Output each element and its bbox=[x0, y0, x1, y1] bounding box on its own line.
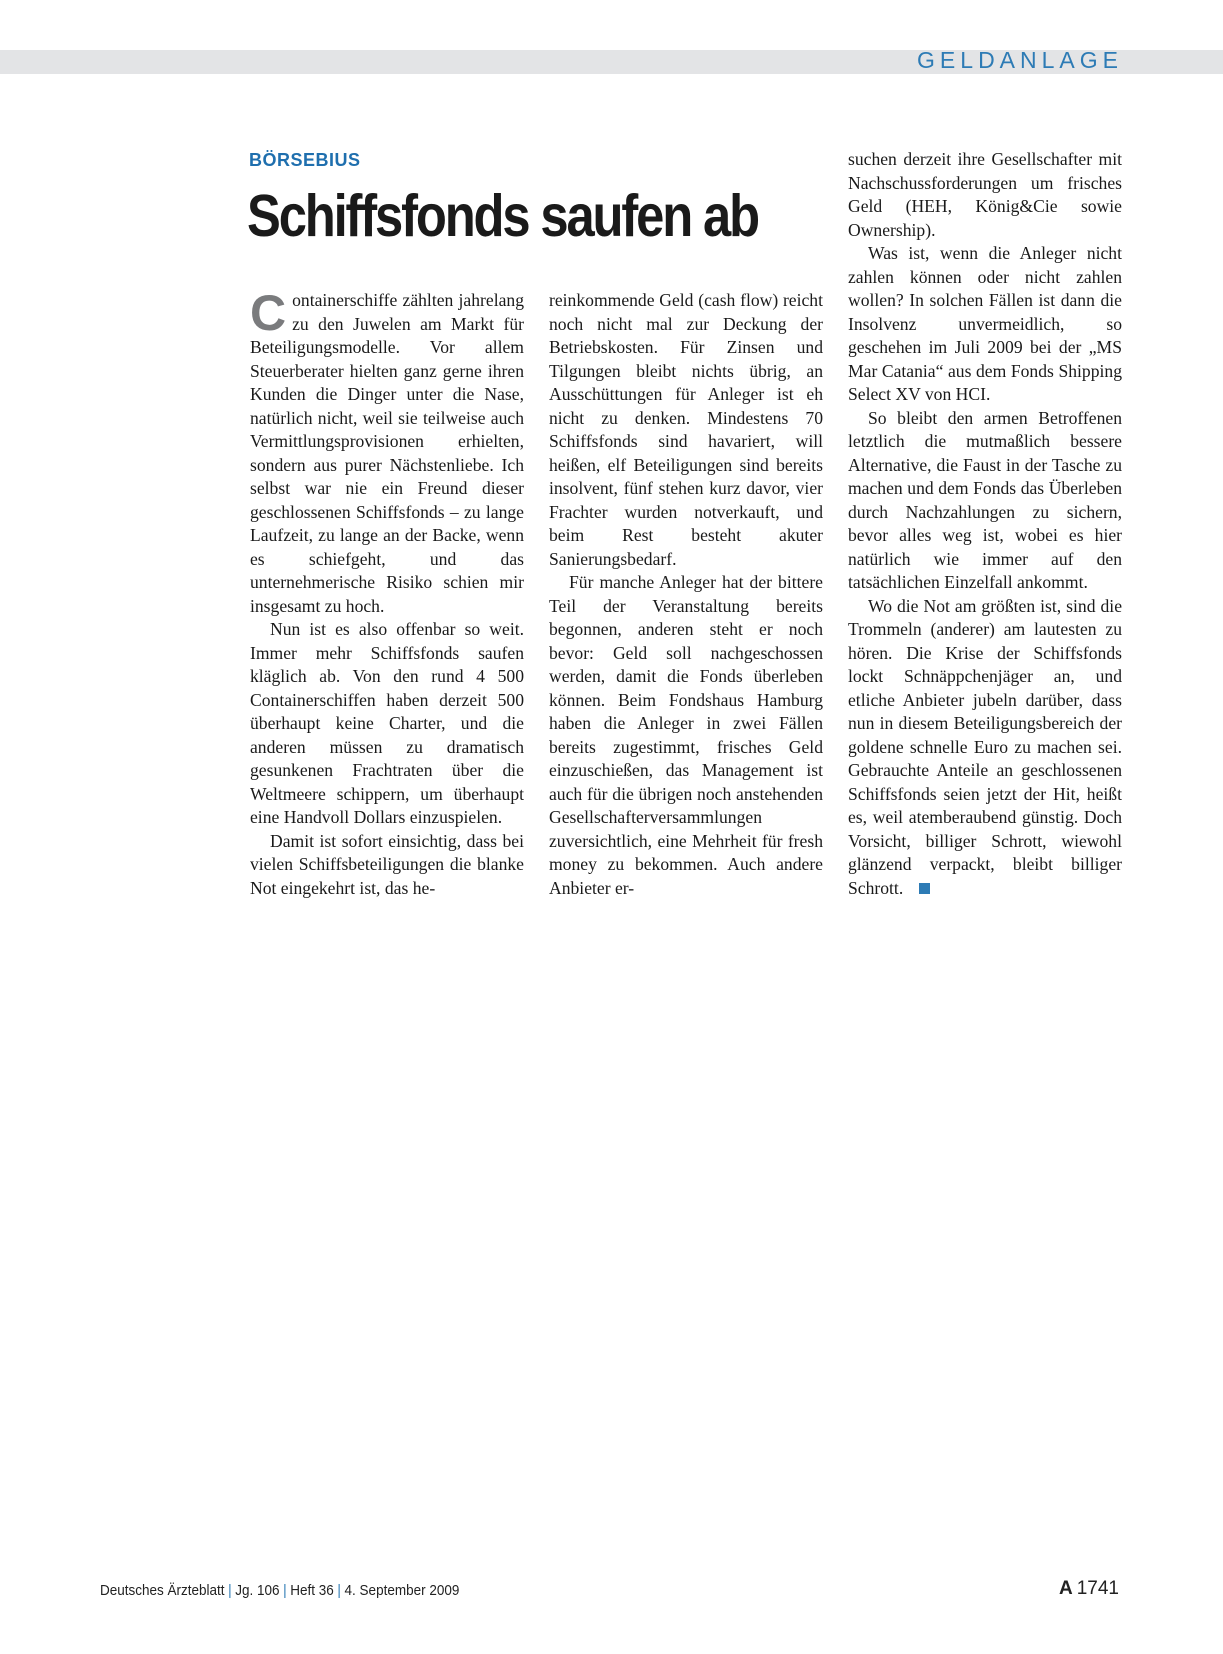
paragraph-text: ontainerschiffe zählten jahrelang zu den Juwelen am Markt für Beteiligungsmodelle. Vor allem Steuerberater hielten ganz gerne ihren Kunden die Dinger unter die Nase, natürlich nicht, weil sie teilweise auch Vermittlungsprovisionen erhielten, sondern aus purer Nächstenliebe. Ich selbst war nie ein Freund dieser geschlossenen Schiffsfonds – zu lange Laufzeit, zu lange an der Backe, wenn es schiefgeht, und das unternehmerische Risiko schien mir insgesamt zu hoch. bbox=[250, 290, 524, 616]
section-label: GELDANLAGE bbox=[917, 47, 1123, 73]
paragraph bbox=[848, 595, 1122, 901]
paragraph: Nun ist es also offenbar so weit. Immer mehr Schiffsfonds saufen kläglich ab. Von den rund 4 500 Containerschiffen haben derzeit 500 überhaupt keine Charter, und die anderen müssen zu dramatisch gesunkenen Frachtraten über die Weltmeere schippern, um überhaupt eine Handvoll Dollars einzuspielen. bbox=[250, 619, 524, 827]
paragraph: Was ist, wenn die Anleger nicht zahlen können oder nicht zahlen wollen? In solchen Fällen ist dann die Insolvenz unvermeidlich, so geschehen im Juli 2009 bei der „MS Mar Catania“ aus dem Fonds Shipping Select XV von HCI. bbox=[848, 243, 1122, 404]
page-number-value: 1741 bbox=[1076, 1578, 1119, 1599]
end-of-article-icon bbox=[919, 883, 930, 894]
paragraph: suchen derzeit ihre Gesellschafter mit Nachschussforderungen um frisches Geld (HEH, König&Cie sowie Ownership). bbox=[848, 149, 1122, 240]
journal-issue: Heft 36 bbox=[290, 1582, 334, 1599]
paragraph bbox=[250, 285, 524, 618]
paragraph: Damit ist sofort einsichtig, dass bei vielen Schiffsbeteiligungen die blanke Not eingekehrt ist, das he- bbox=[250, 830, 524, 898]
article-kicker: BÖRSEBIUS bbox=[249, 150, 361, 170]
article-column-2 bbox=[549, 289, 823, 900]
paragraph: Für manche Anleger hat der bittere Teil der Veranstaltung bereits begonnen, anderen steht er noch bevor: Geld soll nachgeschossen werden, damit die Fonds überleben können. Beim Fondshaus Hamburg haben die Anleger in zwei Fällen bereits zugestimmt, frisches Geld einzuschießen, das Management ist auch für die übrigen noch anstehenden Gesellschafterversammlungen zuversichtlich, eine Mehrheit für fresh money zu bekommen. Auch andere Anbieter er- bbox=[549, 572, 823, 898]
article-column-3 bbox=[848, 148, 1122, 900]
article-column-1 bbox=[250, 285, 524, 900]
divider: | bbox=[228, 1582, 232, 1599]
drop-cap: C bbox=[250, 285, 287, 341]
journal-volume: Jg. 106 bbox=[235, 1582, 280, 1599]
article-headline: Schiffsfonds saufen ab bbox=[247, 183, 758, 249]
paragraph: So bleibt den armen Betroffenen letztlich die mutmaßlich bessere Alternative, die Faust in der Tasche zu machen und dem Fonds das Überleben durch Nachzahlungen zu sichern, bevor alles weg ist, wobei es hier natürlich wie immer auf den tatsächlichen Einzelfall ankommt. bbox=[848, 407, 1122, 592]
paragraph: reinkommende Geld (cash flow) reicht noch nicht mal zur Deckung der Betriebskosten. Für Zinsen und Tilgungen bleibt nichts übrig, an Ausschüttungen für Anleger ist eh nicht zu denken. Mindestens 70 Schiffsfonds sind havariert, will heißen, elf Beteiligungen sind bereits insolvent, fünf stehen kurz davor, vier Frachter wurden notverkauft, und beim Rest besteht akuter Sanierungsbedarf. bbox=[549, 290, 823, 569]
page-footer bbox=[100, 1582, 459, 1599]
page-number bbox=[1059, 1578, 1119, 1600]
divider: | bbox=[283, 1582, 287, 1599]
journal-name: Deutsches Ärzteblatt bbox=[100, 1582, 225, 1599]
divider: | bbox=[337, 1582, 341, 1599]
page-prefix: A bbox=[1058, 1578, 1073, 1599]
issue-date: 4. September 2009 bbox=[344, 1582, 460, 1599]
paragraph-text: Wo die Not am größten ist, sind die Trommeln (anderer) am lautesten zu hören. Die Krise der Schiffsfonds lockt Schnäppchenjäger an, und etliche Anbieter jubeln darüber, dass nun in diesem Beteiligungsbereich der goldene schnelle Euro zu machen sei. Gebrauchte Anteile an geschlossenen Schiffsfonds seien jetzt der Hit, heißt es, weil atemberaubend günstig. Doch Vorsicht, billiger Schrott, wiewohl glänzend verpackt, bleibt billiger Schrott. bbox=[848, 595, 1122, 898]
